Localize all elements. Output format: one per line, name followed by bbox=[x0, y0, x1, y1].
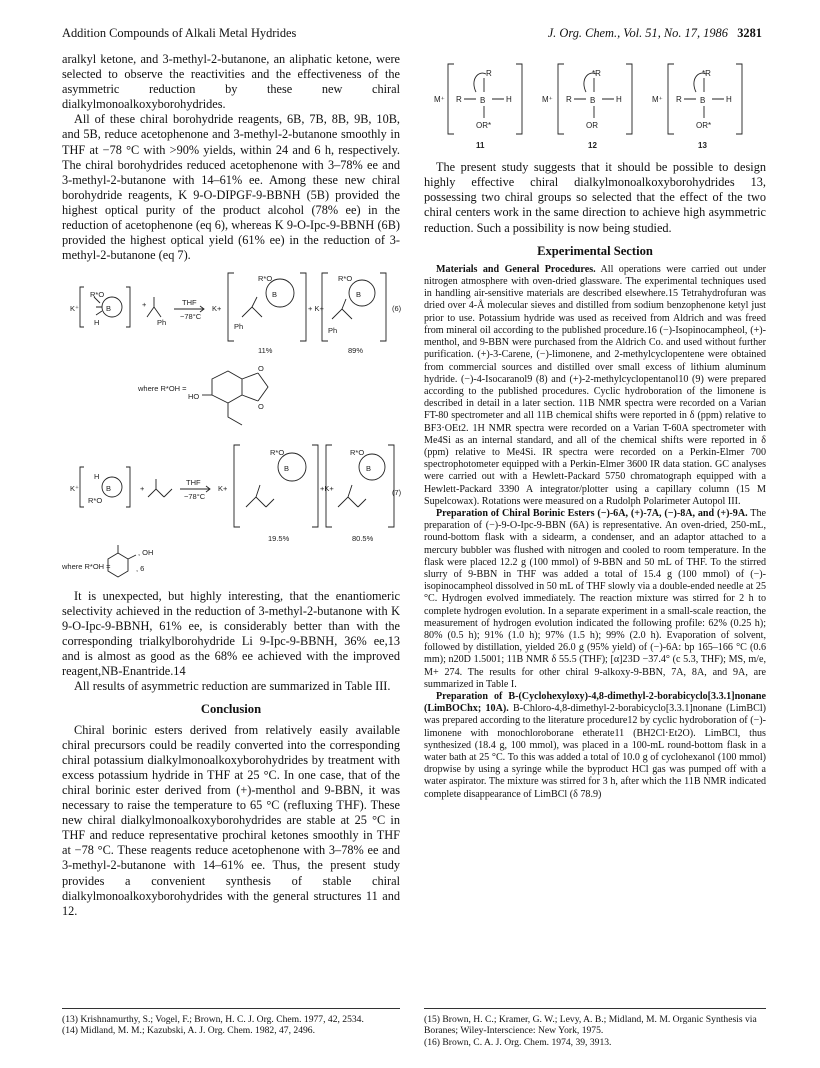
footnote: (15) Brown, H. C.; Kramer, G. W.; Levy, A. B.; Midland, M. M. Organic Synthesis via Boranes; Wiley-Interscience: New York, 1975. bbox=[424, 1014, 757, 1037]
temp-label: −78°C bbox=[180, 312, 202, 322]
chem-label: R*O bbox=[88, 495, 103, 505]
footnote: (13) Krishnamurthy, S.; Vogel, F.; Brown, H. C. J. Org. Chem. 1977, 42, 2534. bbox=[62, 1014, 364, 1025]
potassium-symbol: K⁺ bbox=[70, 304, 79, 314]
potassium-symbol: K⁺ bbox=[70, 483, 79, 493]
general-structures bbox=[424, 56, 766, 156]
chem-label: R bbox=[486, 69, 492, 78]
potassium-symbol: K+ bbox=[212, 304, 222, 314]
yield-label: 80.5% bbox=[352, 533, 374, 543]
paragraph: All results of asymmetric reduction are summarized in Table III. bbox=[74, 679, 391, 694]
chem-label: *R bbox=[592, 69, 601, 78]
where-label: where R*OH = bbox=[138, 384, 187, 394]
running-header bbox=[62, 26, 762, 44]
structure-number: 12 bbox=[588, 141, 597, 150]
yield-label: 11% bbox=[258, 346, 273, 356]
equation-7 bbox=[62, 441, 400, 585]
paragraph: It is unexpected, but highly interesting, that the enantiomeric selectivity achieved in the reduction of 3-methyl-2-butanone with K 9-O-Ipc-9-BBNH, 61% ee, is considerably better than with the corresponding trialkylborohydride Li 9-Ipc-9-BBNH, 36% ee,13 and is almost as good as the 68% ee achieved with the improved reagent,NB-Enantride.14 bbox=[62, 588, 400, 679]
journal-citation: J. Org. Chem., Vol. 51, No. 17, 1986 bbox=[547, 26, 728, 40]
chem-label: B bbox=[366, 463, 372, 473]
paragraph bbox=[424, 508, 766, 691]
equation-number: (6) bbox=[392, 304, 402, 314]
equation-6-scheme bbox=[62, 267, 400, 432]
chem-label: +K+ bbox=[320, 483, 334, 493]
yield-label: 19.5% bbox=[268, 533, 290, 543]
chem-label: R bbox=[566, 95, 572, 104]
chem-label: O bbox=[258, 364, 264, 374]
chem-label: B bbox=[480, 96, 486, 105]
paragraph: aralkyl ketone, and 3-methyl-2-butanone, an aliphatic ketone, were selected to observe the reactivities and the effectiveness of the asymmetric reduction by these new chiral dialkylmonoalkoxyborohydrides. bbox=[62, 52, 400, 112]
right-intro bbox=[424, 160, 766, 235]
chem-label: H bbox=[616, 95, 622, 104]
right-column bbox=[424, 52, 766, 801]
subheading: Preparation of B-(Cyclohexyloxy)-4,8-dimethyl-2-borabicyclo[3.3.1]nonane (LimBOChx; 10A). bbox=[424, 690, 766, 715]
chem-label: + K+ bbox=[308, 304, 324, 314]
paragraph-body: All operations were carried out under nitrogen atmosphere with oven-dried glassware. The experimental techniques used in handling air-sensitive materials are described elsewhere.15 Tetrahydrofuran was dried over 4-Å molecular sieves and distilled from sodium benzophenone ketyl just prior to use. Potassium hydride was used as received from Aldrich and was freed from mineral oil according to the published procedure.16 (−)-Isopinocampheol, (+)-menthol, and 9-BBN were purchased from the Aldrich Co. and used without further purification. (+)-3-Carene, (−)-limonene, and 2-methylcyclopentene were obtained from commercial sources and distilled over small excess of lithium aluminum hydride. (−)-4-Isocaranol9 (8) and (+)-2-methylcyclopentanol10 (9) were prepared according to the published procedures. Cyclic hydroboration of the limonene is described in detail in a later section. 11B NMR spectra were recorded on a Varian FT-80 spectrometer and all 11B chemical shifts were reported in δ (ppm) relative to BF3·OEt2. 1H NMR spectra were recorded on a Varian T-60A spectrometer with Me4Si as an internal standard, and all of the chemical shifts were reported in δ (ppm) relative to Me4Si. IR spectra were recorded on a Perkin-Elmer 700 spectrophotometer equipped with a Perkin-Elmer 3600 IR data station. GC analyses were carried out with a Hewlett-Packard 5750 chromatograph equipped with a Hewlett-Packard 3390 A integrator/plotter using a capillary column (15 M Supelcowax). Rotations were measured on a Rudolph Polarimeter Autopol III. bbox=[424, 263, 766, 507]
footnotes-right bbox=[424, 1008, 766, 1048]
chem-label: B bbox=[590, 96, 596, 105]
chem-label: B bbox=[106, 483, 112, 493]
equation-6 bbox=[62, 267, 400, 436]
chem-label: H bbox=[94, 318, 100, 328]
experimental-text bbox=[424, 264, 766, 801]
footnote: (14) Midland, M. M.; Kazubski, A. J. Org. Chem. 1982, 47, 2496. bbox=[62, 1025, 315, 1037]
temp-label: −78°C bbox=[184, 491, 206, 501]
section-heading: Experimental Section bbox=[537, 243, 653, 258]
chem-label: B bbox=[700, 96, 706, 105]
chem-label: , OH bbox=[138, 547, 154, 557]
chem-label: OR* bbox=[476, 121, 492, 130]
chem-label: H bbox=[506, 95, 512, 104]
subheading: Preparation of Chiral Borinic Esters (−)-6A, (+)-7A, (−)-8A, and (+)-9A. bbox=[436, 507, 748, 519]
equation-7-scheme bbox=[62, 441, 400, 581]
chem-label: O bbox=[258, 402, 264, 412]
structure-number: 13 bbox=[698, 141, 707, 150]
chem-label: M⁺ bbox=[434, 95, 445, 104]
chem-label: M⁺ bbox=[652, 95, 663, 104]
chem-label: R*O bbox=[350, 447, 365, 457]
paragraph: Chiral borinic esters derived from relatively easily available chiral precursors could be readily converted into the corresponding chiral potassium dialkylmonoalkoxyborohydrides by treatment with excess potassium hydride in THF at 25 °C. In one case, that of the chiral borinic ester derived from (+)-menthol and 9-BBN, it was necessary to raise the temperature to 65 °C (refluxing THF). These new chiral dialkylmonoalkoxyborohydrides are stable at 25 °C in THF and reduce representative prochiral ketones smoothly in THF at −78 °C. These reagents reduce acetophenone with 3–78% ee and 3-methyl-2-butanone with 14–61% ee. Thus, the present study provides a convenient synthesis of stable chiral dialkylmonoalkoxyborohydrides with the general structures 11 and 12. bbox=[62, 722, 400, 918]
paragraph: The present study suggests that it should be possible to design highly effective chiral dialkylmonoalkoxyborohydrides 13, possessing two chiral groups so selected that the effect of the two chiral centers work in the same direction to achieve high asymmetric reduction. Such a possibility is now being studied. bbox=[424, 160, 766, 235]
subheading: Materials and General Procedures. bbox=[436, 263, 596, 275]
paragraph-body: B-Chloro-4,8-dimethyl-2-borabicyclo[3.3.1]nonane (LimBCl) was prepared according to the literature procedure12 by cyclic hydroboration of (−)-limonene with monochloroborane etherate11 (BH2Cl·Et2O). LimBCl, thus synthesized (18.4 g, 100 mmol), was placed in a 100-mL round-bottom flask in a water bath at 25 °C. To this was added a total of 10.0 g of cyclohexanol (100 mmol) dropwise by using a syringe while the byproduct HCl gas was pumped off with a water aspirator. The mixture was stirred for 3 h, after which the 11B NMR indicated complete disappearance of LimBCl (δ 78.9) bbox=[424, 703, 766, 800]
chem-label: B bbox=[106, 304, 112, 314]
chem-label: B bbox=[356, 290, 362, 300]
page-number: 3281 bbox=[737, 26, 762, 40]
structure-number: 11 bbox=[476, 141, 485, 150]
chem-label: R*O bbox=[90, 290, 105, 300]
chem-label: R*O bbox=[338, 274, 353, 284]
chem-label: H bbox=[94, 471, 100, 481]
section-heading: Conclusion bbox=[200, 702, 262, 717]
compound-number: , 6 bbox=[136, 563, 145, 573]
chem-label: R*O bbox=[258, 274, 273, 284]
paragraph-body: The preparation of (−)-9-O-Ipc-9-BBN (6A) is representative. An oven-dried, 250-mL, round-bottom flask with a sidearm, a condenser, and an adaptor attached to a mercury bubbler was flushed with nitrogen and cooled to room temperature. In the flask were placed 12.2 g (100 mmol) of 9-BBN and 50 mL of THF. To the stirred slurry of 9-BBN in THF was added a total of 15.4 g (100 mmol) of (−)-isopinocampheol dissolved in 50 mL of THF slowly via a double-ended needle at 25 °C. Hydrogen evolved immediately. The reaction mixture was stirred for 2 h to complete hydrogen evolution. In a separate experiment in a small-scale reaction, the measurement of hydrogen evolution indicated the following profile: 62% (0.25 h); 80% (0.5 h); 91% (1.0 h); 97% (1.5 h); 99% (2.0 h). Evaporation of solvent, followed by distillation, yielded 26.0 g (95% yield) of (−)-6A: bp 165–166 °C (0.6 mm); n20D 1.5001; 11B NMR δ 55.5 (THF); [α]23D −37.4° (c 5.3, THF); MS, m/e, M+ 274. The results for other chiral 9-alkoxy-9-BBN, 7A, 8A, and 9A, are summarized in Table I. bbox=[424, 507, 766, 690]
paragraph bbox=[424, 691, 766, 801]
chem-label: R bbox=[676, 95, 682, 104]
chem-label: R bbox=[456, 95, 462, 104]
chem-label: R*O bbox=[270, 447, 285, 457]
chem-label: Ph bbox=[328, 326, 338, 336]
chem-label: + bbox=[140, 483, 145, 493]
chem-label: B bbox=[284, 463, 290, 473]
equation-number: (7) bbox=[392, 487, 402, 497]
header-citation bbox=[548, 26, 762, 41]
left-column bbox=[62, 52, 400, 919]
footnote: (16) Brown, C. A. J. Org. Chem. 1974, 39, 3913. bbox=[424, 1036, 612, 1048]
reagent-label: THF bbox=[182, 298, 197, 308]
chem-label: M⁺ bbox=[542, 95, 553, 104]
chem-label: Ph bbox=[157, 318, 167, 328]
header-title: Addition Compounds of Alkali Metal Hydrides bbox=[62, 26, 297, 40]
where-label: where R*OH = bbox=[62, 561, 111, 571]
chem-label: + bbox=[142, 300, 147, 310]
chem-label: OR* bbox=[696, 121, 712, 130]
chem-label: HO bbox=[188, 392, 200, 402]
yield-label: 89% bbox=[348, 346, 364, 356]
chem-label: OR bbox=[586, 121, 598, 130]
chem-label: B bbox=[272, 290, 278, 300]
chem-label: *R bbox=[702, 69, 711, 78]
footnotes-left bbox=[62, 1008, 400, 1037]
structures-11-12-13 bbox=[424, 56, 766, 152]
paragraph: All of these chiral borohydride reagents, 6B, 7B, 8B, 9B, 10B, and 5B, reduce acetophenone and 3-methyl-2-butanone smoothly in THF at −78 °C with >90% yields, within 24 and 6 h, respectively. The chiral borohydrides reduced acetophenone with 3–78% ee and 3-methyl-2-butanone with 14–61% ee. Among these new chiral borohydride reagents, K 9-O-DIPGF-9-BBNH (5B) provided the highest optical purity of the product alcohol (78% ee) in the reduction of acetophenone (eq 6), whereas K 9-O-Ipc-9-BBNH (6B) provided the highest optical yield (61% ee) in the reduction of 3-methyl-2-butanone (eq 7). bbox=[62, 112, 400, 263]
chem-label: H bbox=[726, 95, 732, 104]
reagent-label: THF bbox=[186, 477, 201, 487]
potassium-symbol: K+ bbox=[218, 483, 228, 493]
paragraph bbox=[424, 264, 766, 508]
chem-label: Ph bbox=[234, 322, 244, 332]
